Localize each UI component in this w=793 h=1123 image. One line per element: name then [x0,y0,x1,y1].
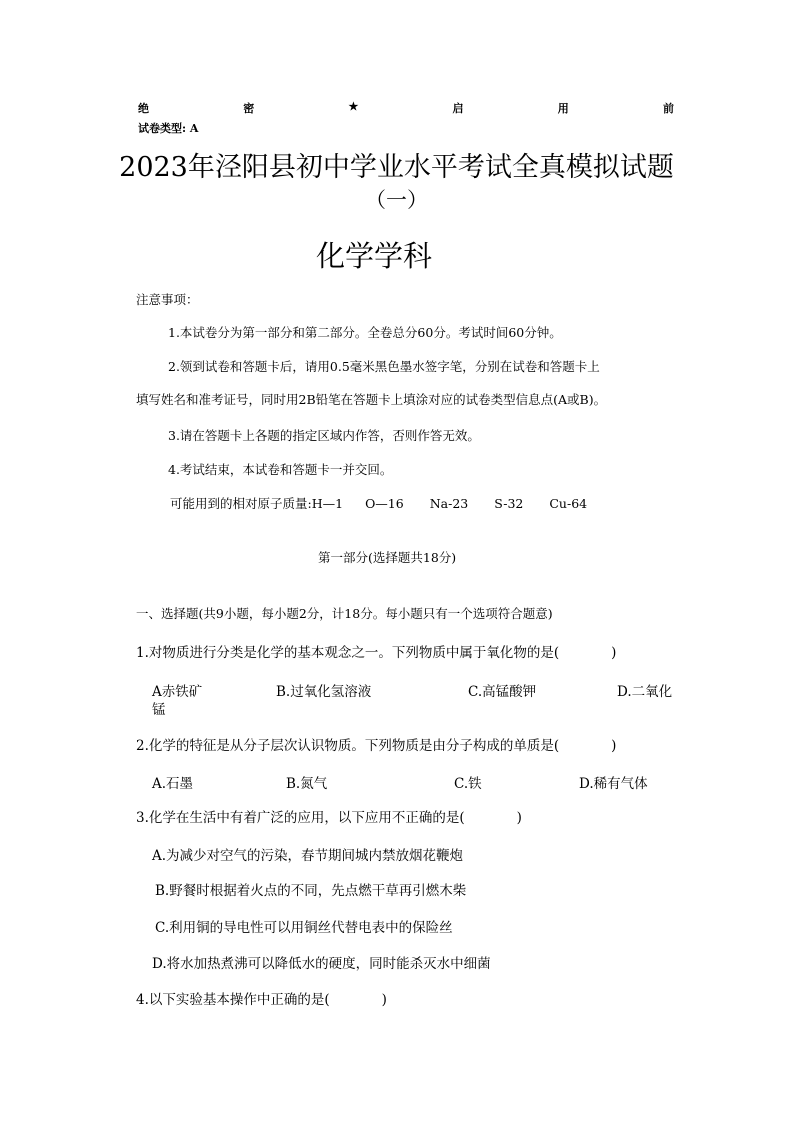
question-text: 3.化学在生活中有着广泛的应用，以下应用不正确的是 [136,810,460,826]
note-item: 3.请在答题卡上各题的指定区域内作答，否则作答无效。 [168,428,480,443]
question-text: 2.化学的特征是从分子层次认识物质。下列物质是由分子构成的单质是 [136,738,554,754]
answer-paren-open: ( [459,810,465,826]
answer-paren-open: ( [553,738,560,754]
paper-type: 试卷类型: A [138,122,199,135]
confidential-char: 密 [243,102,255,115]
option: A赤铁矿 [152,684,203,700]
atomic-mass-label: 可能用到的相对原子质量: [170,496,312,511]
confidential-char: 用 [557,102,569,115]
answer-paren-close: ) [611,738,617,754]
option: B.过氧化氢溶液 [276,684,372,700]
option: A.石墨 [152,776,194,792]
question-stem [136,734,616,754]
confidential-notice [138,100,674,116]
answer-paren-close: ) [381,992,387,1008]
answer-paren-close: ) [611,645,617,661]
note-item: 填写姓名和准考证号，同时用2B铅笔在答题卡上填涂对应的试卷类型信息点(A或B)。 [136,392,607,407]
subject-title: 化学学科 [316,239,433,273]
atomic-mass: O—16 [365,496,404,511]
confidential-char: 前 [662,102,674,115]
exam-subtitle: （一） [365,188,428,212]
option: B.氮气 [286,776,328,792]
note-item: 4.考试结束，本试卷和答题卡一并交回。 [168,462,393,477]
star-icon: ★ [348,100,359,113]
option: A.为减少对空气的污染，春节期间城内禁放烟花鞭炮 [152,848,464,864]
answer-paren-open: ( [553,645,560,661]
confidential-char: 绝 [138,102,149,115]
question-stem [136,641,616,661]
option: C.利用铜的导电性可以用铜丝代替电表中的保险丝 [155,920,453,936]
option: C.铁 [454,776,482,792]
answer-paren-close: ) [516,810,522,826]
atomic-mass: Cu-64 [549,496,588,511]
atomic-mass: H—1 [311,496,344,511]
atomic-mass-line [170,494,587,512]
option: D.稀有气体 [579,776,648,792]
question-text: 4.以下实验基本操作中正确的是 [136,992,325,1008]
question-stem [136,988,387,1008]
option-wrap: 锰 [152,702,166,718]
atomic-mass: Na-23 [429,496,469,511]
section-title: 一、选择题(共9小题，每小题2分，计18分。每小题只有一个选项符合题意) [136,606,553,621]
option: D.将水加热煮沸可以降低水的硬度，同时能杀灭水中细菌 [152,956,491,972]
note-item: 1.本试卷分为第一部分和第二部分。全卷总分60分。考试时间60分钟。 [168,325,562,340]
exam-title: 2023年泾阳县初中学业水平考试全真模拟试题 [119,152,674,183]
answer-paren-open: ( [324,992,330,1008]
option: B.野餐时根据着火点的不同，先点燃干草再引燃木柴 [155,883,467,899]
option: C.高锰酸钾 [468,684,537,700]
option: D.二氧化 [617,684,673,700]
confidential-char: 启 [452,102,464,115]
question-text: 1.对物质进行分类是化学的基本观念之一。下列物质中属于氧化物的是 [136,645,554,661]
question-stem [136,806,522,826]
notes-heading: 注意事项： [136,292,199,307]
note-item: 2.领到试卷和答题卡后，请用0.5毫米黑色墨水签字笔，分别在试卷和答题卡上 [168,359,600,374]
part1-heading: 第一部分(选择题共18分) [318,550,457,565]
atomic-mass: S-32 [494,496,524,511]
